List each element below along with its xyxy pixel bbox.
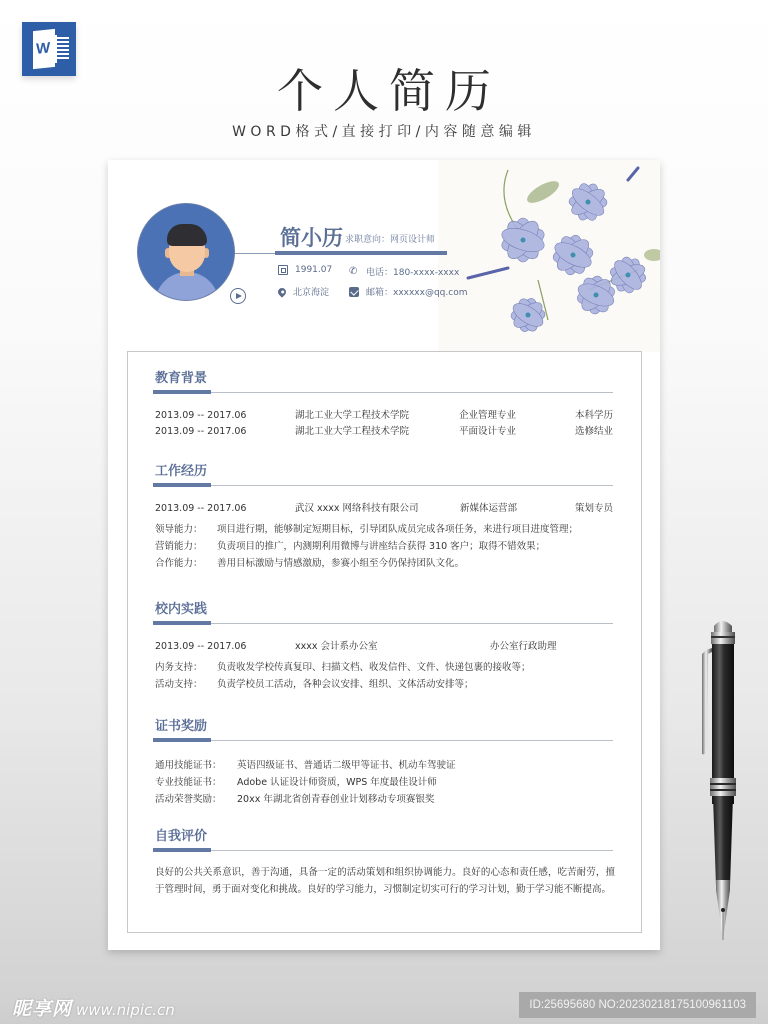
calendar-icon	[278, 265, 288, 275]
avatar	[137, 203, 235, 301]
award-item: 活动荣誉奖励： 20xx 年湖北省创青春创业计划移动专项赛银奖	[155, 794, 435, 805]
section-divider	[155, 483, 613, 487]
work-item: 营销能力： 负责项目的推广，内测期利用微博与讲座结合获得 310 客户；取得不错效果；	[155, 541, 546, 552]
section-title: 工作经历	[155, 464, 208, 479]
play-icon[interactable]	[230, 288, 246, 304]
phone-text: 电话：180-xxxx-xxxx	[366, 268, 460, 278]
section-awards	[155, 715, 613, 808]
content-box	[127, 351, 642, 933]
location-text: 北京海淀	[293, 288, 330, 298]
avatar-hair	[167, 224, 207, 246]
location-info	[278, 285, 329, 298]
fountain-pen-icon	[696, 618, 756, 948]
birth-text: 1991.07	[295, 265, 333, 275]
image-id-badge: ID:25695680 NO:20230218175100961103	[519, 992, 756, 1018]
work-item: 领导能力： 项目进行期，能够制定短期目标，引导团队成员完成各项任务，来进行项目进度管理；	[155, 524, 579, 535]
practice-item: 内务支持： 负责收发学校传真复印、扫描文档、收发信件、文件、快递包裹的接收等；	[155, 662, 531, 673]
avatar-connector-line	[235, 253, 280, 254]
candidate-name: 简小历	[280, 226, 343, 250]
section-divider	[155, 621, 613, 625]
section-self-evaluation	[155, 825, 613, 898]
mail-icon	[349, 287, 359, 297]
section-divider	[155, 848, 613, 852]
work-item: 合作能力： 善用目标激励与情感激励，参赛小组至今仍保持团队文化。	[155, 558, 465, 569]
section-title: 证书奖励	[155, 719, 208, 734]
birth-info	[278, 265, 332, 275]
flower-decoration-icon	[438, 160, 660, 352]
practice-entry: 2013.09 -- 2017.06 xxxx 会计系办公室 办公室行政助理	[155, 641, 557, 652]
email-info	[349, 285, 467, 298]
section-practice	[155, 598, 613, 693]
avatar-body	[155, 272, 219, 301]
award-item: 通用技能证书： 英语四级证书、普通话二级甲等证书、机动车驾驶证	[155, 760, 456, 771]
self-evaluation-text: 良好的公共关系意识，善于沟通，具备一定的活动策划和组织协调能力。良好的心态和责任感，吃苦耐劳，擅于管理时间，勇于面对变化和挑战。良好的学习能力，习惯制定切实可行的学习计划，勤于学习能不断提高。	[155, 867, 615, 895]
location-pin-icon	[276, 286, 287, 297]
practice-item: 活动支持： 负责学校员工活动，各种会议安排、组织、文体活动安排等；	[155, 679, 474, 690]
email-text: 邮箱：xxxxxx@qq.com	[366, 288, 468, 298]
job-intent: 求职意向：网页设计师	[345, 235, 436, 245]
section-education	[155, 367, 613, 440]
award-item: 专业技能证书： Adobe 认证设计师资质，WPS 年度最佳设计师	[155, 777, 437, 788]
section-title: 自我评价	[155, 829, 208, 844]
section-divider	[155, 738, 613, 742]
section-title: 教育背景	[155, 371, 208, 386]
name-underline-bar	[275, 251, 447, 255]
resume-paper	[108, 160, 660, 950]
phone-info	[349, 265, 459, 278]
page-subtitle: WORD格式/直接打印/内容随意编辑	[232, 124, 536, 140]
work-entry: 2013.09 -- 2017.06 武汉 xxxx 网络科技有限公司 新媒体运营部 策划专员	[155, 503, 613, 514]
section-divider	[155, 390, 613, 394]
phone-icon: ✆	[349, 265, 358, 277]
section-work	[155, 460, 613, 572]
nipic-url: www.nipic.cn	[76, 1001, 175, 1019]
education-row: 2013.09 -- 2017.06 湖北工业大学工程技术学院 企业管理专业 本科学历	[155, 410, 613, 421]
page-title: 个人简历	[277, 64, 501, 118]
education-row: 2013.09 -- 2017.06 湖北工业大学工程技术学院 平面设计专业 选修结业	[155, 426, 613, 437]
section-title: 校内实践	[155, 602, 208, 617]
word-letter: W	[36, 39, 51, 58]
watermark-footer	[0, 990, 768, 1024]
nipic-logo: 昵享网 www.nipic.cn	[12, 998, 175, 1020]
